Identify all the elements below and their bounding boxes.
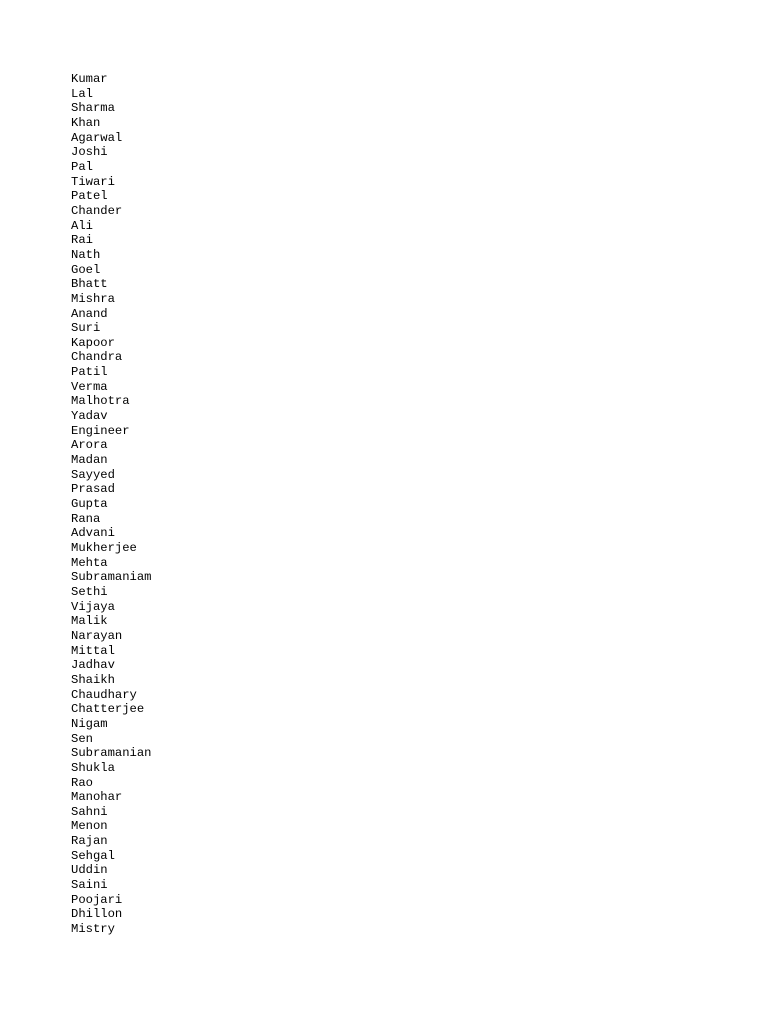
list-item: Kumar [71,72,108,86]
list-item: Pal [71,159,93,174]
list-item: Prasad [71,482,115,497]
list-item: Kapoor [71,335,115,350]
list-item: Bhatt [71,277,108,292]
list-item: Ali [71,218,93,233]
list-item: Chatterjee [71,702,145,717]
list-item: Sethi [71,584,108,599]
list-item: Menon [71,819,108,834]
list-item: Yadav [71,409,108,424]
list-item: Uddin [71,863,108,878]
list-item: Shukla [71,760,115,775]
list-item: Subramanian [71,746,152,761]
list-item: Chandra [71,350,123,365]
list-item: Rajan [71,834,108,849]
list-item: Sahni [71,804,108,819]
list-item: Engineer [71,423,130,438]
list-item: Lal [71,86,93,101]
list-item: Saini [71,878,108,893]
list-item: Mukherjee [71,541,137,555]
list-item: Advani [71,526,115,541]
list-item: Poojari [71,892,123,907]
list-item: Dhillon [71,907,123,922]
list-item: Malhotra [71,394,130,409]
list-item: Sen [71,731,93,746]
list-item: Rana [71,511,101,526]
list-item: Chaudhary [71,687,137,702]
list-item: Sayyed [71,467,115,482]
list-item: Goel [71,262,101,277]
list-item: Chander [71,203,123,218]
list-item: Khan [71,115,101,130]
list-item: Suri [71,321,101,336]
list-item: Agarwal [71,130,123,145]
list-item: Mehta [71,555,108,570]
list-item: Nigam [71,716,108,731]
list-item: Rao [71,775,93,790]
list-item: Sehgal [71,848,115,863]
name-list [71,72,151,937]
list-item: Manohar [71,790,123,805]
list-item: Patil [71,365,108,380]
list-item: Madan [71,453,108,468]
list-item: Joshi [71,145,108,160]
list-item: Verma [71,379,108,394]
list-item: Narayan [71,628,123,643]
list-item: Jadhav [71,658,115,673]
list-item: Subramaniam [71,570,152,585]
list-item: Arora [71,438,108,453]
list-item: Anand [71,306,108,321]
list-item: Mittal [71,643,115,658]
list-item: Shaikh [71,672,115,687]
list-item: Patel [71,189,108,204]
list-item: Malik [71,614,108,629]
list-item: Mishra [71,291,115,306]
list-item: Mistry [71,922,115,937]
list-item: Tiwari [71,174,115,189]
list-item: Nath [71,247,101,262]
list-item: Sharma [71,101,115,116]
list-item: Vijaya [71,599,115,614]
list-item: Rai [71,233,93,248]
list-item: Gupta [71,497,108,512]
